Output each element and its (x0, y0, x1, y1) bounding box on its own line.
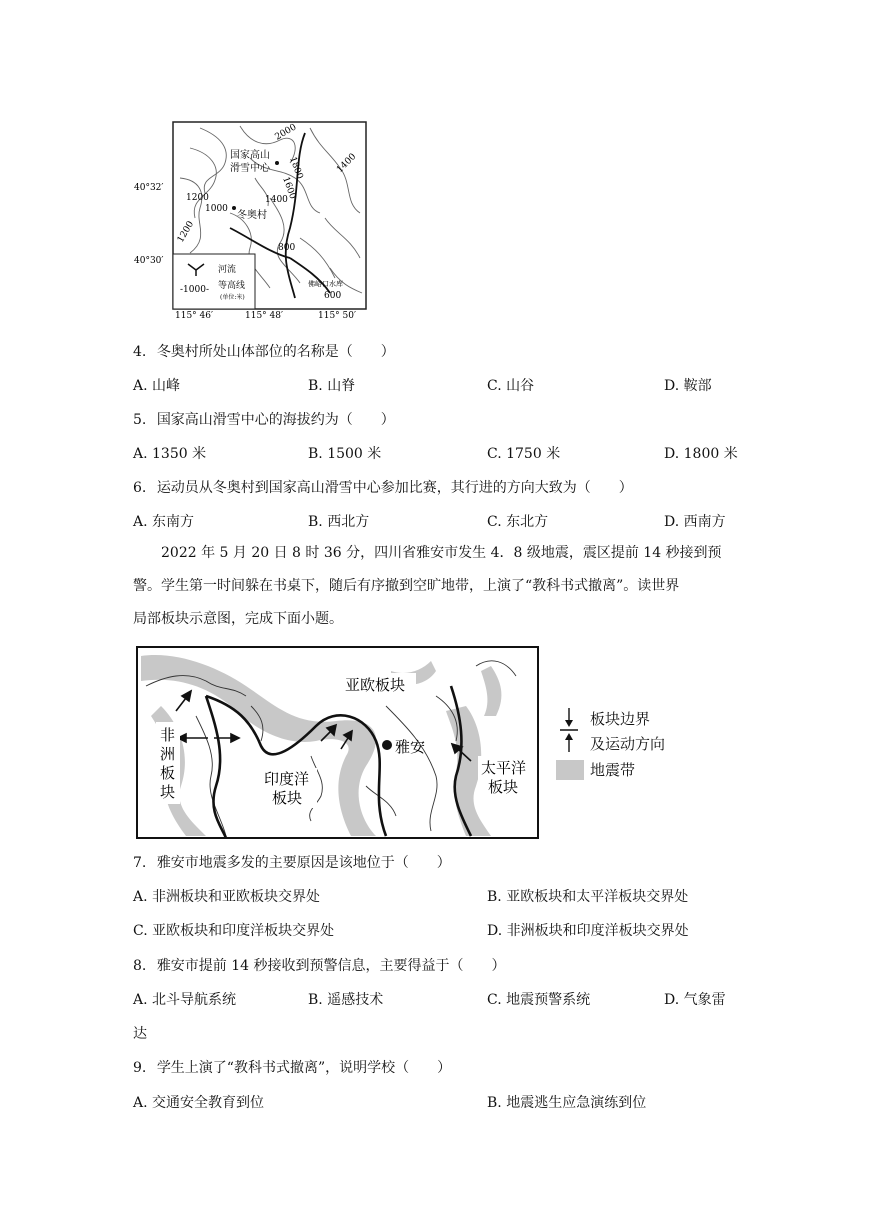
option-a[interactable]: A. 非洲板块和亚欧板块交界处 (133, 889, 321, 905)
question-number: 7. (133, 855, 147, 871)
ski-center-label: 国家高山 (230, 150, 270, 161)
pacific-plate-label: 太平洋 (481, 759, 527, 777)
ski-center-label-2: 滑雪中心 (230, 163, 270, 174)
passage-line-2: 警。学生第一时间躲在书桌下，随后有序撤到空旷地带，上演了“教科书式撤离”。读世界 (133, 578, 680, 594)
option-d-wrap: 达 (133, 1026, 147, 1042)
option-c[interactable]: C. 地震预警系统 (487, 992, 591, 1008)
legend-quake: 地震带 (590, 761, 636, 779)
contour-label: 1000 (205, 204, 228, 214)
ski-center-dot (275, 161, 279, 165)
legend-boundary-2: 及运动方向 (590, 735, 666, 753)
question-number: 8. (133, 958, 147, 974)
contour-label: 800 (278, 243, 296, 253)
contour-label: 600 (324, 291, 342, 301)
reservoir-label: 佛峪口水库 (308, 280, 343, 288)
topo-map (130, 118, 380, 323)
question-6 (133, 477, 633, 497)
option-b[interactable]: B. 山脊 (308, 378, 356, 394)
option-a[interactable]: A. 东南方 (133, 514, 195, 530)
lon-1: 115° 46′ (175, 311, 214, 321)
contour-label: 1400 (265, 195, 288, 205)
option-b[interactable]: B. 1500 米 (308, 446, 382, 462)
indian-plate-label: 印度洋 (264, 770, 310, 788)
question-stem: 雅安市地震多发的主要原因是该地位于（ ） (156, 855, 451, 871)
plate-map (136, 646, 540, 840)
option-b[interactable]: B. 地震逃生应急演练到位 (487, 1095, 647, 1111)
lon-3: 115° 50′ (318, 311, 357, 321)
question-number: 9. (133, 1060, 147, 1076)
option-c[interactable]: C. 亚欧板块和印度洋板块交界处 (133, 923, 335, 939)
lat-bottom: 40°30′ (134, 256, 164, 266)
african-plate-label: 洲 (160, 745, 176, 763)
question-number: 5. (133, 412, 147, 428)
option-b[interactable]: B. 西北方 (308, 514, 370, 530)
passage-line-1: 2022 年 5 月 20 日 8 时 36 分，四川省雅安市发生 4．8 级地震，震区提前 14 秒接到预 (161, 545, 722, 561)
contour-label: 2000 (273, 122, 299, 143)
legend-river: 河流 (218, 265, 237, 275)
option-c[interactable]: C. 1750 米 (487, 446, 561, 462)
topo-map-figure (130, 118, 380, 323)
question-stem: 国家高山滑雪中心的海拔约为（ ） (156, 412, 395, 428)
question-stem: 冬奥村所处山体部位的名称是（ ） (156, 344, 395, 360)
boundary-arrows-icon (556, 706, 586, 756)
question-stem: 运动员从冬奥村到国家高山滑雪中心参加比赛，其行进的方向大致为（ ） (156, 480, 633, 496)
option-a[interactable]: A. 山峰 (133, 378, 181, 394)
question-stem: 学生上演了“教科书式撤离”，说明学校（ ） (156, 1060, 452, 1076)
legend-contour: 等高线 (218, 281, 246, 291)
question-number: 4. (133, 344, 147, 360)
option-a[interactable]: A. 交通安全教育到位 (133, 1095, 265, 1111)
option-b[interactable]: B. 遥感技术 (308, 992, 384, 1008)
yaan-label: 雅安 (395, 738, 426, 756)
legend-unit: (单位:米) (220, 294, 245, 301)
contour-label: 1800 (287, 155, 305, 181)
contour-label: 1200 (175, 219, 197, 245)
yaan-dot (382, 740, 392, 750)
contour-label: 1600 (280, 175, 298, 201)
question-5 (133, 409, 395, 429)
question-8 (133, 955, 506, 975)
question-number: 6. (133, 480, 147, 496)
african-plate-label: 块 (160, 783, 176, 801)
option-b[interactable]: B. 亚欧板块和太平洋板块交界处 (487, 889, 689, 905)
option-a[interactable]: A. 北斗导航系统 (133, 992, 237, 1008)
legend-boundary: 板块边界 (590, 710, 651, 728)
passage (133, 537, 743, 636)
option-d[interactable]: D. 非洲板块和印度洋板块交界处 (487, 923, 689, 939)
lon-2: 115° 48′ (245, 311, 284, 321)
passage-line-3: 局部板块示意图，完成下面小题。 (133, 611, 343, 627)
plate-legend (556, 704, 696, 784)
question-stem: 雅安市提前 14 秒接收到预警信息，主要得益于（ ） (156, 958, 506, 974)
african-plate-label: 非 (160, 726, 176, 744)
legend-contour-value: -1000- (180, 285, 209, 295)
option-a[interactable]: A. 1350 米 (133, 446, 207, 462)
indian-plate-label-2: 板块 (272, 789, 303, 807)
village-label: 冬奥村 (237, 210, 267, 221)
quake-belt-swatch (556, 760, 584, 780)
village-dot (232, 206, 236, 210)
contour-label: 1400 (335, 151, 359, 176)
plate-map-figure (136, 646, 540, 840)
contour-label: 1200 (186, 193, 209, 203)
lat-top: 40°32′ (134, 183, 164, 193)
eurasian-plate-label: 亚欧板块 (345, 676, 406, 694)
option-d[interactable]: D. 气象雷 (664, 992, 726, 1008)
option-d[interactable]: D. 鞍部 (664, 378, 712, 394)
option-c[interactable]: C. 山谷 (487, 378, 535, 394)
option-d[interactable]: D. 1800 米 (664, 446, 738, 462)
option-c[interactable]: C. 东北方 (487, 514, 549, 530)
option-d[interactable]: D. 西南方 (664, 514, 726, 530)
question-9 (133, 1057, 451, 1077)
question-7 (133, 852, 451, 872)
african-plate-label: 板 (160, 764, 176, 782)
pacific-plate-label-2: 板块 (488, 778, 519, 796)
question-4 (133, 341, 395, 361)
